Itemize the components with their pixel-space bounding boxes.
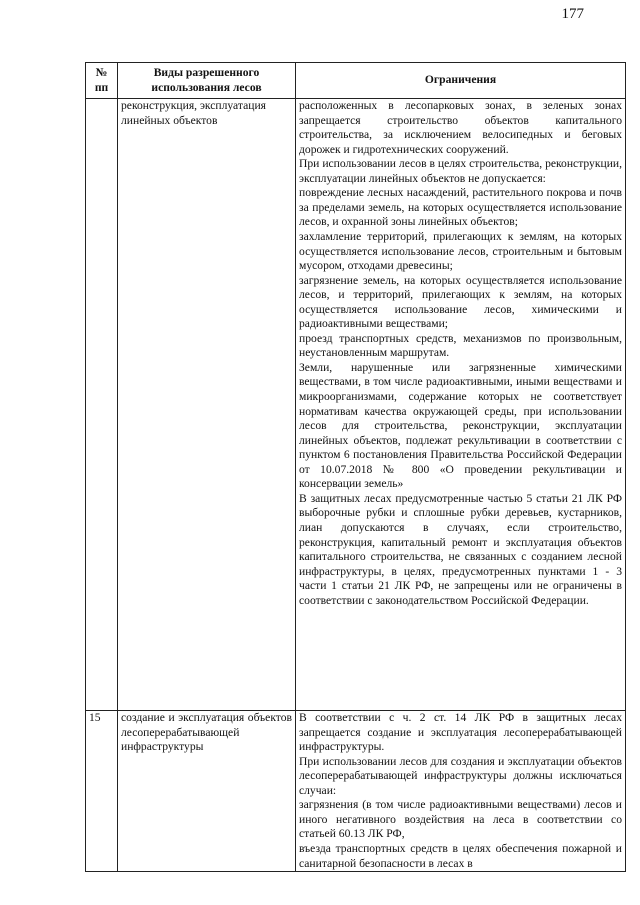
usage-kind-cell: создание и эксплуатация объектов лесоперерабатывающей инфраструктуры (118, 711, 296, 872)
header-number: № пп (86, 63, 118, 99)
row-number: 15 (86, 711, 118, 872)
restriction-paragraph: въезда транспортных средств в целях обеспечения пожарной и санитарной безопасности в лесах в (299, 842, 622, 870)
header-restrictions: Ограничения (296, 63, 626, 99)
table-header-row (86, 63, 626, 99)
restriction-paragraph: повреждение лесных насаждений, растительного покрова и почв за пределами земель, на которых осуществляется использование лесов, и охранной зоны линейных объектов; (299, 186, 622, 229)
restriction-paragraph: Земли, нарушенные или загрязненные химическими веществами, в том числе радиоактивными, иными веществами и микроорганизмами, содержание которых не соответствует нормативам качества окружающей среды, при использовании лесов для строительства, реконструкции, эксплуатации линейных объектов, подлежат рекультивации в соответствии с пунктом 6 постановления Правительства Российской Федерации от 10.07.2018 № 800 «О проведении рекультивации и консервации земель» (299, 360, 622, 491)
restrictions-cell (296, 99, 626, 711)
restriction-paragraph: проезд транспортных средств, механизмов по произвольным, неустановленным маршрутам. (299, 331, 622, 360)
restriction-paragraph: захламление территорий, прилегающих к землям, на которых осуществляется использование лесов, строительным и бытовым мусором, отходами древесины; (299, 230, 622, 273)
usage-kind-cell: реконструкция, эксплуатация линейных объектов (118, 99, 296, 711)
table-row (86, 99, 626, 711)
restriction-paragraph: При использовании лесов в целях строительства, реконструкции, эксплуатации линейных объектов не допускается: (299, 157, 622, 185)
restriction-paragraph: расположенных в лесопарковых зонах, в зеленых зонах запрещается строительство объектов капитального строительства, за исключением велосипедных и беговых дорожек и гидротехнических сооружений. (299, 99, 622, 156)
table-row (86, 711, 626, 872)
restriction-paragraph: В соответствии с ч. 2 ст. 14 ЛК РФ в защитных лесах запрещается создание и эксплуатация лесоперерабатывающей инфраструктуры. (299, 711, 622, 754)
restriction-paragraph: В защитных лесах предусмотренные частью 5 статьи 21 ЛК РФ выборочные рубки и сплошные рубки деревьев, кустарников, лиан допускаются в случаях, если строительство, реконструкция, капитальный ремонт и эксплуатация объектов капитального строительства, не связанных с созданием лесной инфраструктуры, в целях, предусмотренных пунктами 1 - 3 части 1 статьи 21 ЛК РФ, не запрещены или не ограничены в соответствии с законодательством Российской Федерации. (299, 491, 622, 607)
restrictions-table (85, 62, 626, 872)
restrictions-cell (296, 711, 626, 872)
row-number (86, 99, 118, 711)
restriction-paragraph: загрязнения (в том числе радиоактивными веществами) лесов и иного негативного воздействия на леса в соответствии со статьей 60.13 ЛК РФ, (299, 798, 622, 841)
restriction-paragraph: При использовании лесов для создания и эксплуатации объектов лесоперерабатывающей инфраструктуры должны исключаться случаи: (299, 754, 622, 797)
header-usage-kind: Виды разрешенного использования лесов (118, 63, 296, 99)
restriction-paragraph: загрязнение земель, на которых осуществляется использование лесов, и территорий, прилегающих к землям, на которых осуществляется использование лесов, химическими и радиоактивными веществами; (299, 273, 622, 331)
page-number: 177 (561, 6, 584, 22)
